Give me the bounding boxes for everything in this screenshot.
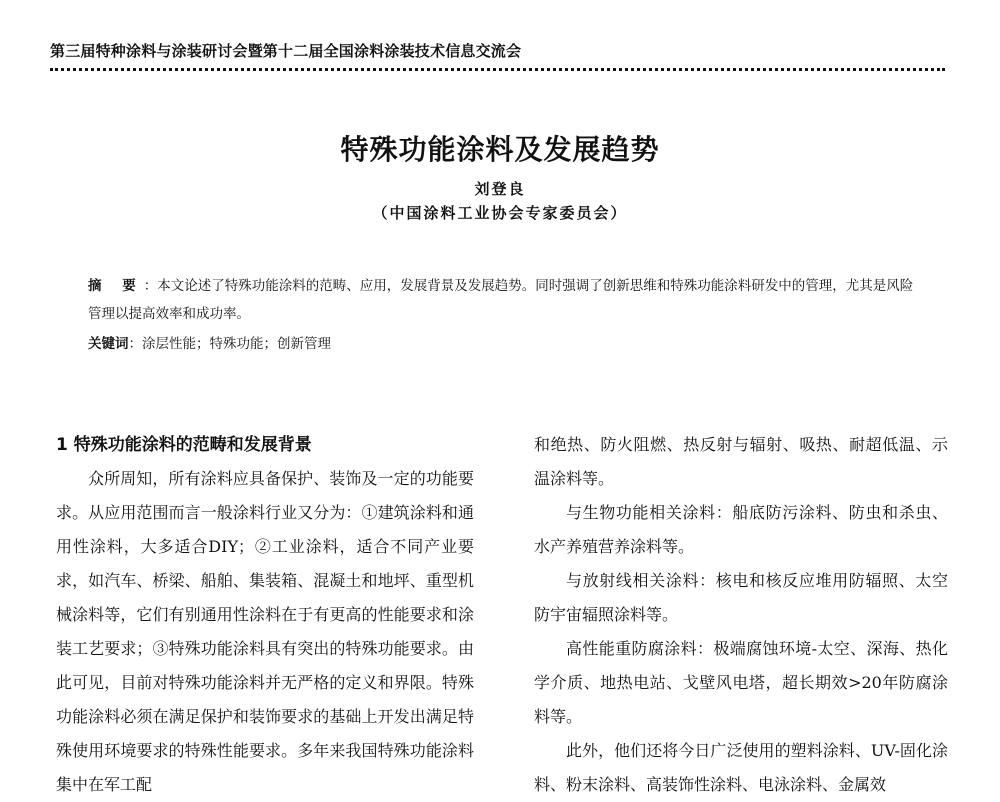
abstract-text: ：本文论述了特殊功能涂料的范畴、应用，发展背景及发展趋势。同时强调了创新思维和特殊功能涂料研发中的管理，尤其是风险管理以提高效率和成功率。 bbox=[88, 278, 914, 322]
conference-header: 第三届特种涂料与涂装研讨会暨第十二届全国涂料涂装技术信息交流会 bbox=[50, 42, 522, 60]
header-divider bbox=[50, 68, 945, 71]
abstract-label: 摘 要 bbox=[88, 278, 144, 294]
section-heading: 1 特殊功能涂料的范畴和发展背景 bbox=[56, 435, 312, 455]
author-affiliation: （中国涂料工业协会专家委员会） bbox=[372, 204, 628, 222]
left-column bbox=[56, 428, 474, 802]
body-paragraph: 与放射线相关涂料：核电和核反应堆用防辐照、太空防宇宙辐照涂料等。 bbox=[534, 571, 948, 624]
body-paragraph: 与生物功能相关涂料：船底防污涂料、防虫和杀虫、水产养殖营养涂料等。 bbox=[534, 503, 948, 556]
body-paragraph: 众所周知，所有涂料应具备保护、装饰及一定的功能要求。从应用范围而言一般涂料行业又分为：①建筑涂料和通用性涂料，大多适合DIY；②工业涂料，适合不同产业要求，如汽车、桥梁、船舶、集装箱、混凝土和地坪、重型机械涂料等，它们有别通用性涂料在于有更高的性能要求和涂装工艺要求；③特殊功能涂料具有突出的特殊功能要求。由此可见，目前对特殊功能涂料并无严格的定义和界限。特殊功能涂料必须在满足保护和装饰要求的基础上开发出满足特殊使用环境要求的特殊性能要求。多年来我国特殊功能涂料集中在军工配 bbox=[56, 469, 474, 794]
keywords-block bbox=[88, 332, 918, 356]
keywords-text: ：涂层性能；特殊功能；创新管理 bbox=[128, 336, 331, 352]
body-paragraph: 此外，他们还将今日广泛使用的塑料涂料、UV-固化涂料、粉末涂料、高装饰性涂料、电泳涂料、金属效 bbox=[534, 741, 948, 794]
keywords-label: 关键词 bbox=[88, 336, 129, 352]
paper-title: 特殊功能涂料及发展趋势 bbox=[340, 133, 660, 166]
abstract-block bbox=[88, 272, 918, 328]
body-paragraph-continued: 和绝热、防火阻燃、热反射与辐射、吸热、耐超低温、示温涂料等。 bbox=[534, 435, 948, 488]
author-name: 刘登良 bbox=[474, 180, 526, 198]
body-paragraph: 高性能重防腐涂料：极端腐蚀环境-太空、深海、热化学介质、地热电站、戈壁风电塔，超长期效>20年防腐涂料等。 bbox=[534, 639, 948, 726]
right-column bbox=[534, 428, 948, 802]
